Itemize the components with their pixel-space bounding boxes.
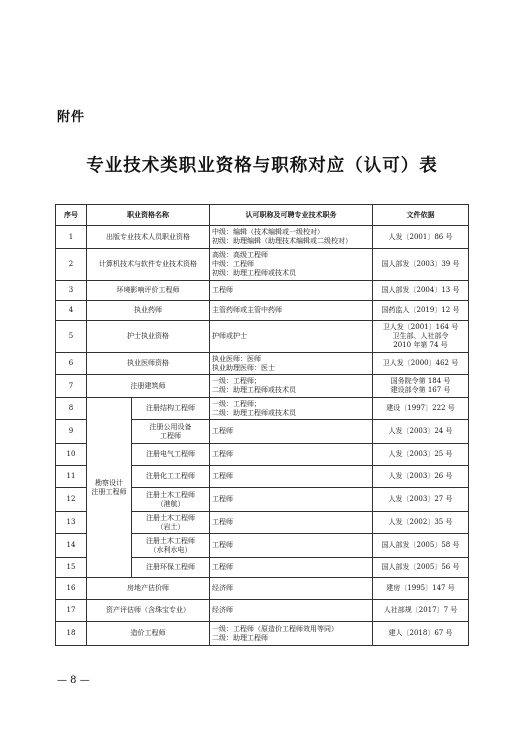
qualification-name-line: 注册化工工程师 (146, 472, 195, 481)
recognized-titles (210, 444, 373, 466)
qualification-name-line: 资产评估师（含珠宝专业） (106, 606, 190, 615)
row-number: 6 (56, 353, 87, 375)
qualification-name-line: （岩土） (156, 522, 185, 531)
recognized-title-line: 工程师 (212, 472, 233, 481)
recognized-titles (210, 558, 373, 578)
document-basis (373, 488, 469, 512)
qualification-name-line: 注册公用设备 (149, 422, 192, 431)
qualification-name (87, 353, 210, 375)
table-row (56, 398, 469, 420)
qualification-name (87, 600, 210, 622)
row-number: 10 (56, 444, 87, 466)
recognized-title-line: 工程师 (212, 450, 233, 459)
document-basis-line: 国人部发〔2005〕56 号 (381, 563, 460, 572)
recognized-titles (210, 226, 373, 249)
qualification-name (132, 444, 210, 466)
qualification-name-line: 注册电气工程师 (146, 450, 195, 459)
recognized-title-line: 执业助理医师：医士 (212, 363, 275, 372)
qualification-name-line: 房地产估价师 (127, 584, 169, 593)
document-basis (373, 534, 469, 558)
recognized-titles (210, 622, 373, 646)
qualification-name (132, 466, 210, 488)
page-title: 专业技术类职业资格与职称对应（认可）表 (86, 156, 438, 176)
document-basis (373, 622, 469, 646)
recognized-title-line: 执业医师：医师 (212, 354, 261, 363)
header-basis: 文件依据 (373, 205, 469, 226)
table-row (56, 301, 469, 321)
qualification-name-line: （水利水电） (149, 545, 192, 554)
document-basis (373, 466, 469, 488)
recognized-title-line: 一级：工程师； (212, 399, 261, 408)
document-basis-line: 人发〔2002〕35 号 (388, 518, 453, 527)
document-basis-line: 建设〔1997〕222 号 (386, 404, 455, 413)
qualification-name-line: 注册土木工程师 (146, 536, 195, 545)
recognized-titles (210, 353, 373, 375)
recognized-titles (210, 488, 373, 512)
recognized-titles (210, 466, 373, 488)
document-basis-line: 人发〔2003〕25 号 (388, 450, 453, 459)
qualification-name-line: 执业药师 (134, 306, 162, 315)
document-basis-line: 人发〔2003〕26 号 (388, 472, 453, 481)
qualification-name-line: 造价工程师 (130, 629, 166, 638)
qualification-name (132, 488, 210, 512)
document-basis-line: 人发〔2001〕86 号 (388, 232, 453, 241)
row-number: 15 (56, 558, 87, 578)
recognized-title-line: 主管药师或主管中药师 (212, 306, 282, 315)
qualification-name-line: 计算机技术与软件专业技术资格 (99, 260, 197, 269)
row-number: 1 (56, 226, 87, 249)
document-basis (373, 600, 469, 622)
document-basis (373, 512, 469, 534)
recognized-title-line: 经济师 (212, 584, 233, 593)
recognized-title-line: 工程师 (212, 541, 233, 550)
table-row (56, 353, 469, 375)
qualification-name-line: 工程师 (160, 431, 181, 440)
document-basis-line: 人发〔2003〕24 号 (388, 427, 453, 436)
recognized-title-line: 经济师 (212, 606, 233, 615)
document-basis (373, 444, 469, 466)
document-basis (373, 353, 469, 375)
recognized-titles (210, 420, 373, 444)
page-number: — 8 — (57, 675, 90, 686)
qualification-table (55, 204, 469, 646)
row-number: 5 (56, 321, 87, 353)
document-basis-line: 国人部发〔2004〕13 号 (381, 286, 460, 295)
table-row (56, 578, 469, 600)
document-basis-line: 国人部发〔2003〕39 号 (381, 260, 460, 269)
qualification-name-line: 环境影响评价工程师 (116, 286, 180, 295)
recognized-titles (210, 534, 373, 558)
row-number: 9 (56, 420, 87, 444)
recognized-title-line: 初级：助理工程师或技术员 (212, 268, 296, 277)
recognized-titles (210, 301, 373, 321)
document-basis-line: 国人部发〔2005〕58 号 (381, 541, 460, 550)
document-basis (373, 249, 469, 281)
row-number: 12 (56, 488, 87, 512)
recognized-title-line: 工程师 (212, 427, 233, 436)
qualification-name (132, 398, 210, 420)
row-number: 17 (56, 600, 87, 622)
qualification-name (87, 321, 210, 353)
document-basis-line: 建人〔2018〕67 号 (388, 629, 453, 638)
row-number: 2 (56, 249, 87, 281)
row-number: 4 (56, 301, 87, 321)
document-basis-line: 卫人发〔2001〕164 号 (382, 323, 459, 332)
recognized-titles (210, 375, 373, 398)
table-header-row (56, 205, 469, 226)
recognized-title-line: 二级：助理工程师或技术员 (212, 386, 296, 394)
recognized-titles (210, 281, 373, 301)
row-number: 18 (56, 622, 87, 646)
table-row (56, 375, 469, 398)
table-row (56, 321, 469, 353)
document-basis-line: 国药监人〔2019〕12 号 (381, 306, 460, 315)
document-basis (373, 420, 469, 444)
qualification-name (87, 226, 210, 249)
document-basis-line: 建设部令第 167 号 (390, 386, 451, 394)
qualification-name (87, 578, 210, 600)
row-number: 7 (56, 375, 87, 398)
recognized-titles (210, 398, 373, 420)
attachment-label: 附件 (57, 110, 86, 125)
document-basis-line: 人社部规〔2017〕7 号 (383, 606, 458, 615)
qualification-name (87, 375, 210, 398)
document-basis (373, 226, 469, 249)
row-number: 16 (56, 578, 87, 600)
row-number: 8 (56, 398, 87, 420)
qualification-name (87, 281, 210, 301)
document-basis (373, 301, 469, 321)
group-label (87, 398, 132, 578)
group-label-line: 勘察设计 (95, 478, 123, 487)
recognized-titles (210, 249, 373, 281)
document-basis-line: 建房〔1995〕147 号 (386, 584, 455, 593)
document-basis (373, 321, 469, 353)
row-number: 11 (56, 466, 87, 488)
qualification-name (132, 420, 210, 444)
document-basis-line: 卫人发〔2000〕462 号 (382, 359, 459, 368)
recognized-title-line: 工程师 (212, 563, 233, 572)
row-number: 3 (56, 281, 87, 301)
document-basis-line: 2010 年第 74 号 (393, 340, 448, 349)
qualification-name-line: 注册结构工程师 (146, 404, 195, 413)
qualification-name (132, 558, 210, 578)
document-basis (373, 375, 469, 398)
qualification-name (87, 622, 210, 646)
document-basis-line: 国务院令第 184 号 (390, 377, 451, 386)
header-no: 序号 (56, 205, 87, 226)
row-number: 14 (56, 534, 87, 558)
table-row (56, 281, 469, 301)
header-qualification: 职业资格名称 (87, 205, 210, 226)
recognized-titles (210, 321, 373, 353)
qualification-name (132, 534, 210, 558)
qualification-name-line: 出版专业技术人员职业资格 (106, 232, 190, 241)
qualification-name (87, 301, 210, 321)
table-row (56, 622, 469, 646)
group-label-line: 注册工程师 (91, 487, 127, 496)
recognized-title-line: 护师或护士 (212, 332, 247, 341)
qualification-name-line: 注册建筑师 (130, 381, 166, 390)
row-number: 13 (56, 512, 87, 534)
table-row (56, 226, 469, 249)
recognized-title-line: 初级：助理编辑（助理技术编辑或二级校对） (212, 237, 352, 245)
qualification-name (132, 512, 210, 534)
recognized-titles (210, 512, 373, 534)
document-basis-line: 人发〔2003〕27 号 (388, 495, 453, 504)
document-basis (373, 398, 469, 420)
recognized-title-line: 中级：编辑（技术编辑或一级校对） (212, 228, 324, 237)
qualification-name-line: 护士执业资格 (127, 332, 169, 341)
document-basis-line: 卫生部、人社部令 (392, 332, 449, 341)
qualification-name-line: （港航） (156, 499, 185, 508)
qualification-name-line: 注册环保工程师 (146, 563, 195, 572)
recognized-title-line: 一级：工程师； (212, 377, 261, 386)
recognized-title-line: 高级：高级工程师 (212, 251, 268, 260)
recognized-title-line: 工程师 (212, 495, 233, 504)
recognized-title-line: 二级：助理工程师或技术员 (212, 408, 296, 417)
table-row (56, 249, 469, 281)
header-titles: 认可职称及可聘专业技术职务 (210, 205, 373, 226)
document-basis (373, 578, 469, 600)
qualification-name-line: 注册土木工程师 (146, 513, 195, 522)
recognized-title-line: 中级：工程师 (212, 260, 254, 269)
recognized-title-line: 一级：工程师（原造价工程师效用等同） (212, 624, 338, 633)
recognized-title-line: 二级：助理工程师 (212, 633, 268, 642)
qualification-name (87, 249, 210, 281)
recognized-titles (210, 578, 373, 600)
recognized-titles (210, 600, 373, 622)
document-basis (373, 281, 469, 301)
qualification-name-line: 执业医师资格 (127, 359, 169, 368)
qualification-name-line: 注册土木工程师 (146, 490, 195, 499)
recognized-title-line: 工程师 (212, 518, 233, 527)
document-basis (373, 558, 469, 578)
recognized-title-line: 工程师 (212, 286, 233, 295)
table-row (56, 600, 469, 622)
